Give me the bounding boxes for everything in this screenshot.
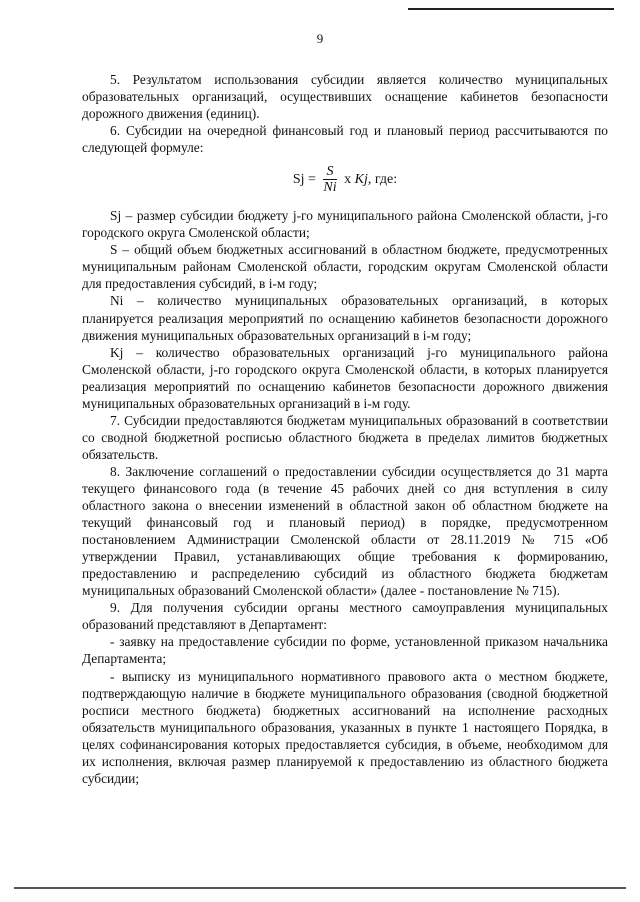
paragraph-9: 9. Для получения субсидии органы местного самоуправления муниципальных образований представляют в Департамент:	[82, 600, 608, 633]
list-item-budget-extract: - выписку из муниципального нормативного правового акта о местном бюджете, подтверждающую наличие в бюджете муниципального образования (сводной бюджетной росписи местного бюджета) бюджетных ассигнований на исполнение расходных обязательств муниципального образования, указанных в пункте 1 настоящего Порядка, в целях софинансирования которых предоставляется субсидия, в объеме, необходимом для их исполнения, включая размер планируемой к предоставлению из областного бюджета субсидии;	[82, 668, 608, 786]
bottom-rule	[14, 887, 626, 889]
formula-times: x	[344, 172, 352, 188]
paragraph-8: 8. Заключение соглашений о предоставлении субсидии осуществляется до 31 марта текущего финансового года (в течение 45 рабочих дней со дня вступления в силу областного закона о внесении изменений в областной закон об областном бюджете на текущий финансовый год и плановый период) в порядке, предусмотренном постановлением Администрации Смоленской области от 28.11.2019 № 715 «Об утверждении Правил, устанавливающих общие требования к формированию, предоставлению и распределению субсидий из областного бюджета бюджетам муниципальных образований Смоленской области» (далее - постановление № 715).	[82, 463, 608, 599]
top-rule	[408, 8, 614, 10]
paragraph-6: 6. Субсидии на очередной финансовый год и плановый период рассчитываются по следующей формуле:	[82, 123, 608, 156]
definition-ni: Ni – количество муниципальных образовательных организаций, в которых планируется реализация мероприятий по оснащению кабинетов безопасности дорожного движения муниципальных образовательных организаций в i-м году;	[82, 293, 608, 343]
list-item-application: - заявку на предоставление субсидии по форме, установленной приказом начальника Департамента;	[82, 634, 608, 667]
subsidy-formula	[82, 164, 608, 195]
definition-kj: Kj – количество образовательных организаций j-го муниципального района Смоленской области, j-го городского округа Смоленской области, в которых планируется реализация мероприятий по оснащению кабинетов безопасности дорожного движения муниципальных образовательных организаций в i-м году.	[82, 344, 608, 411]
definition-s: S – общий объем бюджетных ассигнований в областном бюджете, предусмотренных муниципальным районам Смоленской области, городским округам Смоленской области для предоставления субсидий, в i-м году;	[82, 242, 608, 292]
document-body	[82, 71, 608, 787]
formula-kj: Kj	[354, 172, 368, 188]
paragraph-7: 7. Субсидии предоставляются бюджетам муниципальных образований в соответствии со сводной бюджетной росписью областного бюджета в пределах лимитов бюджетных обязательств.	[82, 412, 608, 462]
definition-sj: Sj – размер субсидии бюджету j-го муниципального района Смоленской области, j-го городского округа Смоленской области;	[82, 208, 608, 241]
formula-rest	[344, 172, 397, 187]
formula-denominator: Ni	[323, 180, 337, 196]
page-number: 9	[316, 31, 324, 46]
formula-numerator: S	[323, 164, 336, 180]
paragraph-5: 5. Результатом использования субсидии является количество муниципальных образовательных организаций, осуществивших оснащение кабинетов безопасности дорожного движения (единиц).	[82, 72, 608, 122]
formula-suffix: , где:	[367, 172, 398, 188]
formula-fraction	[323, 164, 336, 195]
formula-lhs: Sj =	[292, 172, 316, 188]
